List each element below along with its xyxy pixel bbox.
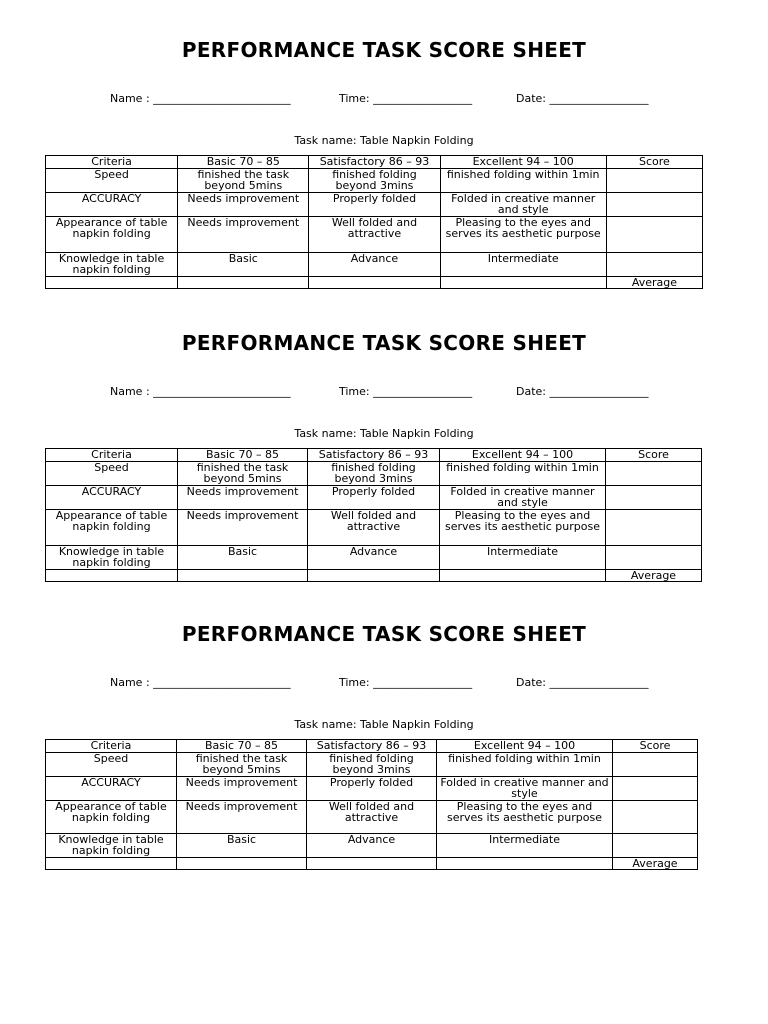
header-cell: Criteria bbox=[46, 156, 178, 169]
criteria-cell: ACCURACY bbox=[46, 776, 177, 800]
criteria-cell: Appearance of table napkin folding bbox=[46, 216, 178, 252]
excellent-cell: finished folding within 1min bbox=[440, 168, 606, 192]
header-cell: Satisfactory 86 – 93 bbox=[309, 156, 440, 169]
name-field: Name : _________________________ bbox=[110, 676, 291, 689]
table-header-row bbox=[46, 740, 698, 753]
header-cell: Criteria bbox=[46, 449, 178, 462]
score-cell bbox=[606, 509, 702, 545]
header-cell: Excellent 94 – 100 bbox=[440, 449, 606, 462]
header-cell: Basic 70 – 85 bbox=[177, 740, 307, 753]
date-field: Date: __________________ bbox=[516, 385, 649, 398]
basic-cell: Needs improvement bbox=[177, 776, 307, 800]
sheet-title: PERFORMANCE TASK SCORE SHEET bbox=[181, 38, 587, 62]
table-row bbox=[46, 485, 702, 509]
criteria-cell: Appearance of table napkin folding bbox=[46, 509, 178, 545]
header-cell: Criteria bbox=[46, 740, 177, 753]
excellent-cell: Pleasing to the eyes and serves its aesthetic purpose bbox=[440, 509, 606, 545]
footer-cell bbox=[46, 857, 177, 870]
time-field: Time: __________________ bbox=[339, 676, 473, 689]
criteria-cell: ACCURACY bbox=[46, 485, 178, 509]
header-cell: Score bbox=[606, 156, 702, 169]
task-name: Task name: Table Napkin Folding bbox=[294, 718, 474, 731]
score-cell bbox=[606, 252, 702, 276]
rubric-table bbox=[45, 739, 698, 870]
time-field: Time: __________________ bbox=[339, 385, 473, 398]
satisfactory-cell: Well folded and attractive bbox=[308, 509, 440, 545]
footer-cell bbox=[178, 569, 308, 582]
date-field: Date: __________________ bbox=[516, 92, 649, 105]
satisfactory-cell: Well folded and attractive bbox=[307, 800, 437, 833]
excellent-cell: Folded in creative manner and style bbox=[440, 485, 606, 509]
score-cell bbox=[613, 800, 698, 833]
header-cell: Basic 70 – 85 bbox=[178, 449, 308, 462]
table-row bbox=[46, 461, 702, 485]
criteria-cell: ACCURACY bbox=[46, 192, 178, 216]
criteria-cell: Knowledge in table napkin folding bbox=[46, 545, 178, 569]
basic-cell: Needs improvement bbox=[178, 509, 308, 545]
average-cell: Average bbox=[606, 276, 702, 289]
excellent-cell: Pleasing to the eyes and serves its aesthetic purpose bbox=[437, 800, 613, 833]
criteria-cell: Speed bbox=[46, 752, 177, 776]
header-cell: Satisfactory 86 – 93 bbox=[307, 740, 437, 753]
table-row bbox=[46, 776, 698, 800]
header-cell: Satisfactory 86 – 93 bbox=[308, 449, 440, 462]
basic-cell: finished the task beyond 5mins bbox=[178, 168, 309, 192]
basic-cell: Needs improvement bbox=[178, 216, 309, 252]
criteria-cell: Knowledge in table napkin folding bbox=[46, 252, 178, 276]
table-row bbox=[46, 252, 703, 276]
time-field: Time: __________________ bbox=[339, 92, 473, 105]
criteria-cell: Appearance of table napkin folding bbox=[46, 800, 177, 833]
excellent-cell: Folded in creative manner and style bbox=[437, 776, 613, 800]
basic-cell: Basic bbox=[177, 833, 307, 857]
score-cell bbox=[613, 833, 698, 857]
criteria-cell: Speed bbox=[46, 461, 178, 485]
basic-cell: finished the task beyond 5mins bbox=[178, 461, 308, 485]
score-cell bbox=[606, 485, 702, 509]
header-cell: Score bbox=[613, 740, 698, 753]
header-cell: Basic 70 – 85 bbox=[178, 156, 309, 169]
score-cell bbox=[606, 461, 702, 485]
table-row bbox=[46, 168, 703, 192]
satisfactory-cell: Properly folded bbox=[309, 192, 440, 216]
average-cell: Average bbox=[606, 569, 702, 582]
satisfactory-cell: Advance bbox=[308, 545, 440, 569]
satisfactory-cell: Advance bbox=[307, 833, 437, 857]
excellent-cell: Intermediate bbox=[437, 833, 613, 857]
table-header-row bbox=[46, 156, 703, 169]
score-cell bbox=[613, 752, 698, 776]
date-field: Date: __________________ bbox=[516, 676, 649, 689]
header-cell: Excellent 94 – 100 bbox=[437, 740, 613, 753]
table-footer-row bbox=[46, 569, 702, 582]
footer-cell bbox=[178, 276, 309, 289]
basic-cell: Basic bbox=[178, 545, 308, 569]
criteria-cell: Knowledge in table napkin folding bbox=[46, 833, 177, 857]
table-row bbox=[46, 545, 702, 569]
table-row bbox=[46, 509, 702, 545]
footer-cell bbox=[440, 276, 606, 289]
satisfactory-cell: Well folded and attractive bbox=[309, 216, 440, 252]
basic-cell: Needs improvement bbox=[177, 800, 307, 833]
satisfactory-cell: finished folding beyond 3mins bbox=[307, 752, 437, 776]
score-cell bbox=[606, 545, 702, 569]
footer-cell bbox=[440, 569, 606, 582]
table-row bbox=[46, 752, 698, 776]
table-row bbox=[46, 192, 703, 216]
excellent-cell: Folded in creative manner and style bbox=[440, 192, 606, 216]
table-footer-row bbox=[46, 276, 703, 289]
footer-cell bbox=[177, 857, 307, 870]
footer-cell bbox=[46, 569, 178, 582]
table-row bbox=[46, 216, 703, 252]
header-cell: Excellent 94 – 100 bbox=[440, 156, 606, 169]
footer-cell bbox=[307, 857, 437, 870]
header-cell: Score bbox=[606, 449, 702, 462]
satisfactory-cell: finished folding beyond 3mins bbox=[309, 168, 440, 192]
table-row bbox=[46, 800, 698, 833]
score-cell bbox=[606, 216, 702, 252]
score-cell bbox=[606, 192, 702, 216]
table-header-row bbox=[46, 449, 702, 462]
excellent-cell: Intermediate bbox=[440, 545, 606, 569]
satisfactory-cell: Properly folded bbox=[307, 776, 437, 800]
name-field: Name : _________________________ bbox=[110, 92, 291, 105]
task-name: Task name: Table Napkin Folding bbox=[294, 134, 474, 147]
satisfactory-cell: Advance bbox=[309, 252, 440, 276]
sheet-title: PERFORMANCE TASK SCORE SHEET bbox=[181, 622, 587, 646]
average-cell: Average bbox=[613, 857, 698, 870]
rubric-table bbox=[45, 448, 702, 582]
score-cell bbox=[606, 168, 702, 192]
basic-cell: Needs improvement bbox=[178, 485, 308, 509]
footer-cell bbox=[46, 276, 178, 289]
footer-cell bbox=[437, 857, 613, 870]
basic-cell: Basic bbox=[178, 252, 309, 276]
excellent-cell: finished folding within 1min bbox=[437, 752, 613, 776]
table-footer-row bbox=[46, 857, 698, 870]
score-cell bbox=[613, 776, 698, 800]
excellent-cell: Intermediate bbox=[440, 252, 606, 276]
excellent-cell: Pleasing to the eyes and serves its aesthetic purpose bbox=[440, 216, 606, 252]
footer-cell bbox=[309, 276, 440, 289]
rubric-table bbox=[45, 155, 703, 289]
satisfactory-cell: finished folding beyond 3mins bbox=[308, 461, 440, 485]
satisfactory-cell: Properly folded bbox=[308, 485, 440, 509]
basic-cell: Needs improvement bbox=[178, 192, 309, 216]
sheet-title: PERFORMANCE TASK SCORE SHEET bbox=[181, 331, 587, 355]
criteria-cell: Speed bbox=[46, 168, 178, 192]
task-name: Task name: Table Napkin Folding bbox=[294, 427, 474, 440]
excellent-cell: finished folding within 1min bbox=[440, 461, 606, 485]
basic-cell: finished the task beyond 5mins bbox=[177, 752, 307, 776]
name-field: Name : _________________________ bbox=[110, 385, 291, 398]
footer-cell bbox=[308, 569, 440, 582]
table-row bbox=[46, 833, 698, 857]
